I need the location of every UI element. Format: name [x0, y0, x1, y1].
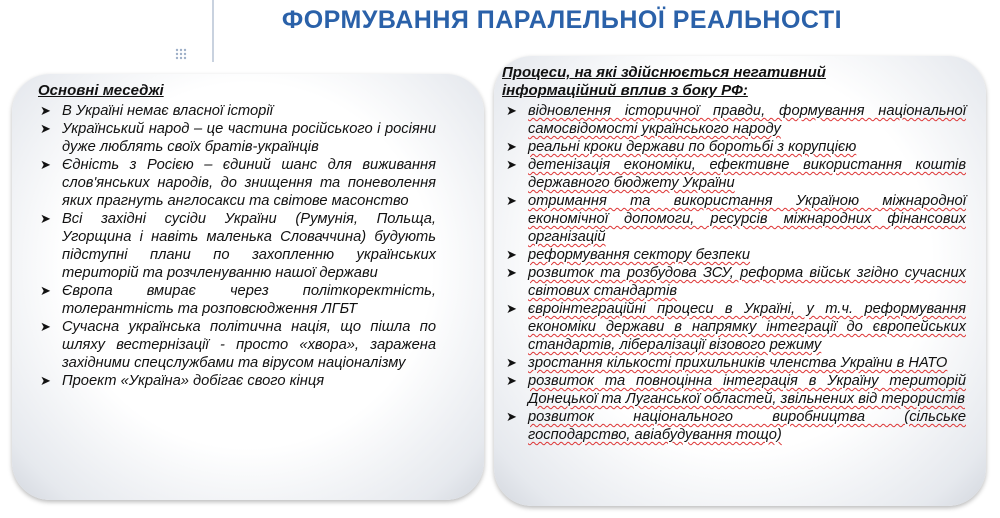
list-item-text: розвиток та розбудова ЗСУ, реформа військ згідно сучасних світових стандартів: [528, 265, 966, 299]
key-messages-list: [38, 102, 436, 390]
arrow-bullet-icon: ➤: [506, 193, 517, 208]
slide-title: ФОРМУВАННЯ ПАРАЛЕЛЬНОЇ РЕАЛЬНОСТІ: [281, 6, 843, 34]
list-item-text: Європа вмирає через політкоректність, толерантність та розповсюдження ЛГБТ: [62, 283, 436, 317]
list-item: [38, 102, 436, 120]
list-item-text: євроінтеграційні процеси в Україні, у т.ч. реформування економіки держави в напрямку інтеграції до європейських стандартів, лібералізації візового режиму: [528, 301, 966, 353]
list-item: [38, 282, 436, 318]
arrow-bullet-icon: ➤: [506, 265, 517, 280]
list-item: [38, 120, 436, 156]
list-item-text: детенізація економіки, ефективне використання коштів державного бюджету України: [528, 157, 966, 191]
list-item: [504, 408, 966, 444]
list-item-text: реальні кроки держави по боротьбі з корупцією: [528, 139, 857, 155]
list-item-text: Всі західні сусіди України (Румунія, Польща, Угорщина і навіть маленька Словаччина) будують підступні плани по захопленню українських територій та розчленуванню нашої держави: [62, 211, 436, 281]
targeted-processes-list: [504, 102, 966, 444]
list-item: [504, 192, 966, 246]
key-messages-panel: [12, 74, 484, 500]
arrow-bullet-icon: ➤: [506, 355, 517, 370]
arrow-bullet-icon: ➤: [40, 103, 51, 118]
decorative-vertical-line: [212, 0, 214, 62]
arrow-bullet-icon: ➤: [506, 139, 517, 154]
list-item-text: Український народ – це частина російського і росіяни дуже люблять своїх братів-українців: [62, 121, 436, 155]
list-item: [504, 264, 966, 300]
list-item: [38, 318, 436, 372]
list-item-text: відновлення історичної правди, формування національної самосвідомості українського народу: [528, 103, 966, 137]
arrow-bullet-icon: ➤: [40, 319, 51, 334]
arrow-bullet-icon: ➤: [506, 409, 517, 424]
list-item-text: Єдність з Росією – єдиний шанс для виживання слов'янських народів, до знищення та поневолення яких прагнуть англосакси та світове масонство: [62, 157, 436, 209]
list-item: [504, 354, 966, 372]
arrow-bullet-icon: ➤: [506, 301, 517, 316]
list-item-text: отримання та використання Україною міжнародної економічної допомоги, ресурсів міжнародних фінансових організацій: [528, 193, 966, 245]
arrow-bullet-icon: ➤: [40, 373, 51, 388]
list-item: [504, 300, 966, 354]
targeted-processes-heading: Процеси, на які здійснюється негативний інформаційний вплив з боку РФ:: [502, 64, 826, 99]
arrow-bullet-icon: ➤: [40, 157, 51, 172]
list-item: [504, 372, 966, 408]
targeted-processes-panel: [494, 56, 986, 506]
list-item: [504, 138, 966, 156]
list-item: [38, 210, 436, 282]
arrow-bullet-icon: ➤: [40, 121, 51, 136]
list-item-text: зростання кількості прихильників членства України в НАТО: [528, 355, 948, 371]
key-messages-heading: Основні меседжі: [38, 82, 164, 99]
list-item: [38, 372, 436, 390]
arrow-bullet-icon: ➤: [40, 283, 51, 298]
list-item-text: Сучасна українська політична нація, що пішла по шляху вестернізації - просто «хвора», заражена західними спецслужбами та вірусом націоналізму: [62, 319, 436, 371]
list-item-text: Проект «Україна» добігає свого кінця: [62, 373, 325, 389]
arrow-bullet-icon: ➤: [506, 103, 517, 118]
arrow-bullet-icon: ➤: [506, 247, 517, 262]
list-item-text: розвиток національного виробництва (сільське господарство, авіабудування тощо): [528, 409, 966, 443]
arrow-bullet-icon: ➤: [506, 157, 517, 172]
list-item: [504, 156, 966, 192]
list-item: [504, 246, 966, 264]
list-item: [38, 156, 436, 210]
decorative-dots-icon: [175, 48, 187, 60]
list-item-text: В Україні немає власної історії: [62, 103, 273, 119]
arrow-bullet-icon: ➤: [506, 373, 517, 388]
list-item-text: реформування сектору безпеки: [528, 247, 751, 263]
arrow-bullet-icon: ➤: [40, 211, 51, 226]
list-item: [504, 102, 966, 138]
list-item-text: розвиток та повноцінна інтеграція в Україну територій Донецької та Луганської областей, звільнених від терористів: [528, 373, 966, 407]
